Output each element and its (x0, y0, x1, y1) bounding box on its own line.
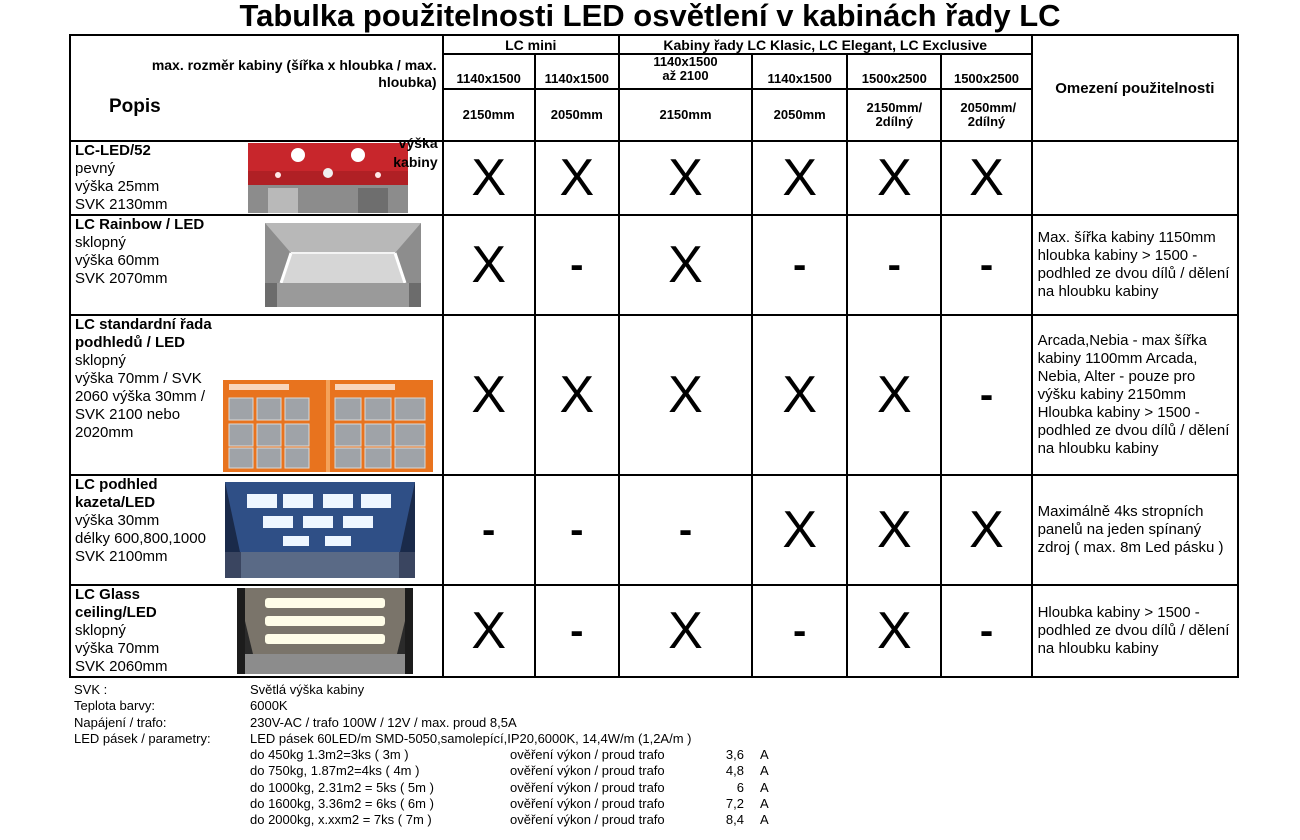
check-text: ověření výkon / proud trafo (510, 779, 665, 795)
row-image-cell (215, 475, 442, 585)
table-row (70, 315, 1238, 475)
height-col-6: 2050mm/ 2dílný (941, 89, 1031, 141)
row-detail: délky 600,800,1000 (75, 530, 206, 547)
mark-cell: - (535, 585, 619, 677)
mark-cell: X (752, 315, 847, 475)
row-name: LC standardní řada podhledů / LED (75, 316, 212, 351)
current-value: 4,8 (725, 763, 744, 779)
mark-cell: - (941, 585, 1031, 677)
row-detail: výška 30mm (75, 512, 160, 529)
row-image-cell (215, 215, 442, 315)
dim-col-2: 1140x1500 (535, 54, 619, 89)
usability-table (69, 34, 1239, 678)
mark-cell: X (752, 141, 847, 215)
row-description (70, 315, 215, 475)
row-detail: výška 70mm / SVK 2060 výška 30mm / SVK 2100 nebo 2020mm (75, 370, 206, 441)
mark-cell: - (535, 475, 619, 585)
blue-ceiling-photo-icon (225, 482, 415, 578)
height-col-2: 2050mm (535, 89, 619, 141)
current-value: 7,2 (725, 796, 744, 812)
row-detail: sklopný (75, 352, 126, 369)
load-text: do 450kg 1.3m2=3ks ( 3m ) (250, 747, 409, 763)
current-unit: A (760, 796, 769, 812)
mark-cell: X (941, 141, 1031, 215)
mark-cell: - (443, 475, 535, 585)
height-col-4: 2050mm (752, 89, 847, 141)
mark-cell: X (619, 215, 752, 315)
load-text: do 2000kg, x.xxm2 = 7ks ( 7m ) (250, 812, 432, 828)
mark-cell: X (443, 141, 535, 215)
row-description (70, 475, 215, 585)
row-description (70, 141, 215, 215)
mark-cell: X (535, 315, 619, 475)
legend-key: Napájení / trafo: (74, 714, 167, 730)
row-detail: sklopný (75, 622, 126, 639)
row-note: Arcada,Nebia - max šířka kabiny 1100mm Arcada, Nebia, Alter - pouze pro výšku kabiny 2150mm Hloubka kabiny > 1500 - podhled ze dvou dílů / dělení na hloubku kabiny (1032, 315, 1238, 475)
load-text: do 1600kg, 3.36m2 = 6ks ( 6m ) (250, 796, 434, 812)
row-image-cell (215, 585, 442, 677)
mark-cell: - (941, 315, 1031, 475)
height-col-1: 2150mm (443, 89, 535, 141)
current-value: 8,4 (725, 812, 744, 828)
row-detail: výška 60mm (75, 252, 160, 269)
table-row (70, 585, 1238, 677)
row-note (1032, 141, 1238, 215)
check-text: ověření výkon / proud trafo (510, 747, 665, 763)
row-note: Hloubka kabiny > 1500 - podhled ze dvou dílů / dělení na hloubku kabiny (1032, 585, 1238, 677)
mark-cell: X (443, 215, 535, 315)
mark-cell: X (752, 475, 847, 585)
check-text: ověření výkon / proud trafo (510, 796, 665, 812)
legend-value: 230V-AC / trafo 100W / 12V / max. proud 8,5A (250, 714, 517, 730)
mark-cell: X (619, 585, 752, 677)
mark-cell: X (443, 585, 535, 677)
catalog-panels-photo-icon (223, 380, 433, 472)
popis-label: Popis (109, 96, 161, 117)
current-value: 6 (736, 779, 744, 795)
row-image-cell (215, 315, 442, 475)
load-text: do 1000kg, 2.31m2 = 5ks ( 5m ) (250, 779, 434, 795)
legend-key: Teplota barvy: (74, 698, 155, 714)
mark-cell: X (847, 585, 941, 677)
mark-cell: X (619, 141, 752, 215)
mark-cell: X (535, 141, 619, 215)
row-name: LC Glass ceiling/LED (75, 586, 157, 621)
mark-cell: - (619, 475, 752, 585)
table-row (70, 475, 1238, 585)
dim-col-3: 1140x1500 až 2100 (619, 54, 752, 89)
dim-col-6: 1500x2500 (941, 54, 1031, 89)
row-detail: pevný (75, 160, 116, 177)
popis-height-label: výška kabiny (393, 135, 438, 170)
load-text: do 750kg, 1.87m2=4ks ( 4m ) (250, 763, 420, 779)
table-row (70, 215, 1238, 315)
mark-cell: X (847, 315, 941, 475)
mark-cell: - (847, 215, 941, 315)
row-detail: sklopný (75, 234, 126, 251)
group-lc-klasic: Kabiny řady LC Klasic, LC Elegant, LC Exclusive (619, 35, 1032, 54)
table-row (70, 141, 1238, 215)
legend-key: SVK : (74, 682, 108, 697)
omezeni-header: Omezení použitelnosti (1032, 35, 1238, 141)
mark-cell: X (443, 315, 535, 475)
mark-cell: - (752, 215, 847, 315)
mark-cell: - (752, 585, 847, 677)
row-name: LC Rainbow / LED (75, 216, 205, 233)
legend-key: LED pásek / parametry: (74, 730, 211, 746)
row-note: Maximálně 4ks stropních panelů na jeden spínaný zdroj ( max. 8m Led pásku ) (1032, 475, 1238, 585)
current-unit: A (760, 812, 769, 828)
stainless-ceiling-photo-icon (265, 223, 421, 307)
row-description (70, 215, 215, 315)
row-detail: SVK 2130mm (75, 196, 168, 213)
dim-col-1: 1140x1500 (443, 54, 535, 89)
row-name: LC podhled kazeta/LED (75, 476, 158, 511)
row-detail: výška 70mm (75, 640, 160, 657)
row-detail: SVK 2100mm (75, 548, 168, 565)
dim-col-4: 1140x1500 (752, 54, 847, 89)
row-detail: SVK 2060mm (75, 658, 168, 675)
row-detail: výška 25mm (75, 178, 160, 195)
row-description (70, 585, 215, 677)
mark-cell: X (619, 315, 752, 475)
glass-ceiling-photo-icon (237, 588, 413, 674)
height-col-3: 2150mm (619, 89, 752, 141)
dim-col-5: 1500x2500 (847, 54, 941, 89)
mark-cell: - (941, 215, 1031, 315)
popis-dims-label: max. rozměr kabiny (šířka x hloubka / max. hloubka) (151, 57, 437, 90)
mark-cell: - (535, 215, 619, 315)
row-name: LC-LED/52 (75, 142, 151, 159)
mark-cell: X (847, 141, 941, 215)
legend-value: 6000K (250, 698, 288, 714)
current-unit: A (760, 763, 769, 779)
current-unit: A (760, 779, 769, 795)
group-lc-mini: LC mini (443, 35, 619, 54)
height-col-5: 2150mm/ 2dílný (847, 89, 941, 141)
row-detail: SVK 2070mm (75, 270, 168, 287)
legend-value: Světlá výška kabiny (250, 682, 365, 697)
current-unit: A (760, 747, 769, 763)
legend-value: LED pásek 60LED/m SMD-5050,samolepící,IP20,6000K, 14,4W/m (1,2A/m ) (250, 730, 692, 746)
check-text: ověření výkon / proud trafo (510, 812, 665, 828)
current-value: 3,6 (725, 747, 744, 763)
mark-cell: X (941, 475, 1031, 585)
page-title: Tabulka použitelnosti LED osvětlení v kabinách řady LC (239, 0, 1061, 33)
check-text: ověření výkon / proud trafo (510, 763, 665, 779)
mark-cell: X (847, 475, 941, 585)
row-note: Max. šířka kabiny 1150mm hloubka kabiny > 1500 - podhled ze dvou dílů / dělení na hloubku kabiny (1032, 215, 1238, 315)
